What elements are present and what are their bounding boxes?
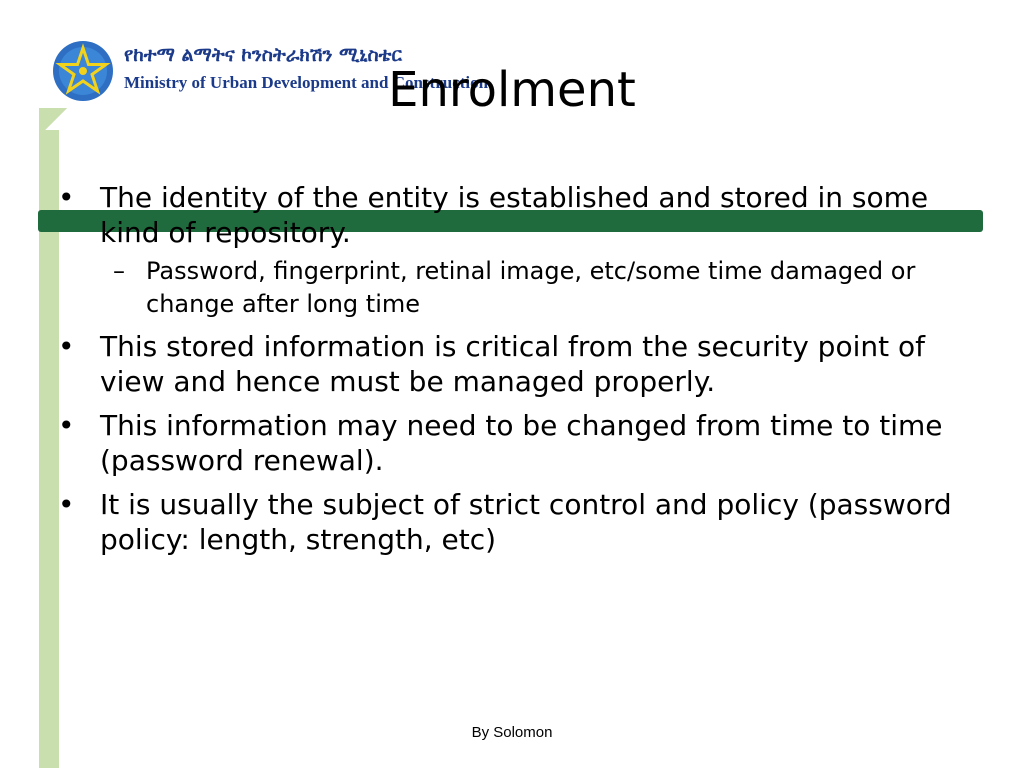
- bullet-text: This information may need to be changed from time to time (password renewal).: [100, 409, 943, 477]
- bullet-item: [58, 180, 958, 250]
- slide-title: Enrolment: [388, 62, 636, 118]
- sub-bullet-text: Password, fingerprint, retinal image, etc/some time damaged or change after long time: [146, 257, 916, 318]
- bullet-text: The identity of the entity is established and stored in some kind of repository.: [100, 181, 929, 249]
- bullet-item: [58, 408, 958, 478]
- slide-body: [58, 180, 958, 566]
- footer-author: By Solomon: [471, 724, 553, 741]
- sub-bullet-glyph: –: [113, 257, 125, 285]
- ministry-name-english: Ministry of Urban Development and Construction: [124, 73, 489, 92]
- ministry-name-amharic: የከተማ ልማትና ኮንስትራክሽን ሚኒስቴር: [124, 44, 402, 66]
- bullet-glyph: •: [58, 409, 75, 442]
- bullet-glyph: •: [58, 488, 75, 521]
- bullet-text: It is usually the subject of strict control and policy (password policy: length, strength, etc): [100, 488, 952, 556]
- left-decorative-bar: [39, 108, 59, 768]
- bullet-item: [58, 329, 958, 399]
- sub-bullet-item: [58, 255, 958, 321]
- bullet-glyph: •: [58, 181, 75, 214]
- bullet-text: This stored information is critical from the security point of view and hence must be managed properly.: [100, 330, 925, 398]
- bullet-item: [58, 487, 958, 557]
- bullet-glyph: •: [58, 330, 75, 363]
